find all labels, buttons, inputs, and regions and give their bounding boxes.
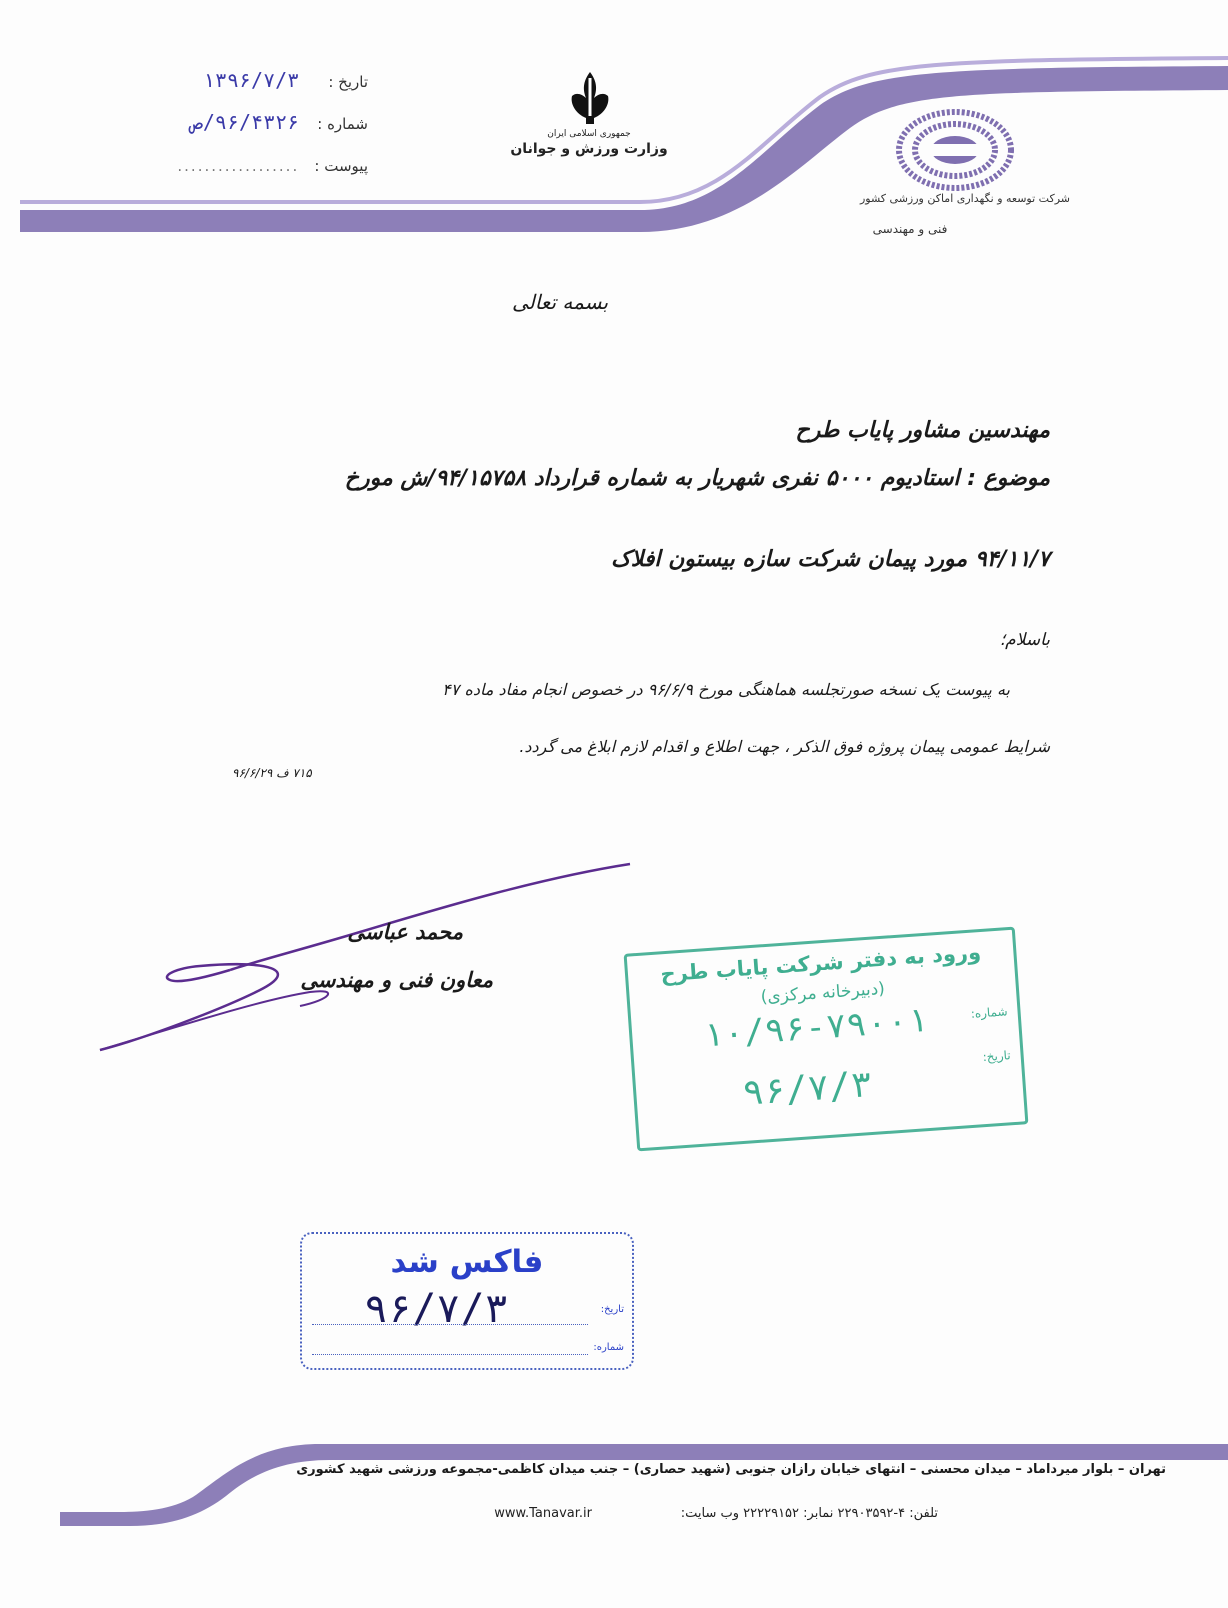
receipt-date-label: تاریخ: — [982, 1048, 1012, 1065]
receipt-date: ۹۶/۷/۳ — [741, 1063, 874, 1114]
number-value: ۹۶/۴۳۲۶/ص — [190, 110, 300, 134]
greeting: باسلام؛ — [999, 630, 1050, 650]
fax-date-label: تاریخ: — [600, 1304, 624, 1315]
fax-number-line — [312, 1354, 588, 1355]
subject-line-2: ۹۴/۱۱/۷ مورد پیمان شرکت سازه بیستون افلاک — [611, 547, 1050, 572]
attachment-field — [177, 152, 368, 176]
company-logo-icon — [895, 108, 1015, 192]
receipt-stamp-title: ورود به دفتر شرکت پایاب طرح — [659, 940, 982, 987]
footer-address: تهران – بلوار میرداماد – میدان محسنی – انتهای خیابان رازان جنوبی (شهید حصاری) – جنب میدان کاظمی-مجموعه ورزشی شهید کشوری — [296, 1462, 1166, 1477]
body-line-1: به پیوست یک نسخه صورتجلسه هماهنگی مورخ ۹۶/۶/۹ در خصوص انجام مفاد ماده ۴۷ — [442, 680, 1010, 699]
invocation: بسمه تعالی — [511, 290, 609, 314]
number-label: شماره : — [317, 115, 368, 133]
date-field — [203, 68, 368, 92]
attachment-dots: .................. — [177, 157, 300, 175]
company-department: فنی و مهندسی — [872, 222, 948, 236]
body-line-2: شرایط عمومی پیمان پروژه فوق الذکر ، جهت اطلاع و اقدام لازم ابلاغ می گردد. — [519, 737, 1050, 756]
fax-date: ۹۶/۷/۳ — [364, 1286, 509, 1332]
subject-line-1: موضوع : استادیوم ۵۰۰۰ نفری شهریار به شماره قرارداد ۹۴/۱۵۷۵۸/ش مورخ — [344, 466, 1050, 491]
ministry-name: وزارت ورزش و جوانان — [510, 141, 668, 157]
ministry-subtitle: جمهوری اسلامی ایران — [547, 129, 631, 139]
footer-contact: تلفن: ۴-۲۲۹۰۳۵۹۲ نمابر: ۲۲۲۲۹۱۵۲ وب سایت: — [680, 1506, 938, 1521]
fax-stamp — [300, 1232, 634, 1370]
receipt-stamp — [624, 927, 1029, 1152]
footer-website-link[interactable]: www.Tanavar.ir — [494, 1506, 592, 1521]
iran-emblem-icon — [560, 68, 620, 128]
receipt-number: ۱۰/۹۶-۷۹۰۰۱ — [701, 999, 930, 1056]
signer-title: معاون فنی و مهندسی — [300, 968, 493, 992]
date-label: تاریخ : — [328, 73, 368, 91]
receipt-stamp-subtitle: (دبیرخانه مرکزی) — [760, 978, 886, 1008]
fax-date-line — [312, 1324, 588, 1325]
margin-note: ۷۱۵ ف ۹۶/۶/۲۹ — [232, 766, 312, 780]
company-name: شرکت توسعه و نگهداری اماکن ورزشی کشور — [859, 192, 1070, 205]
fax-number-label: شماره: — [593, 1342, 624, 1353]
attachment-label: پیوست : — [314, 157, 368, 175]
receipt-number-label: شماره: — [970, 1004, 1008, 1021]
recipient: مهندسین مشاور پایاب طرح — [795, 418, 1050, 443]
number-field — [191, 110, 368, 134]
signer-name: محمد عباسی — [347, 920, 463, 944]
fax-stamp-title: فاکس شد — [390, 1244, 544, 1280]
signature-icon — [60, 850, 660, 1070]
date-value: ۱۳۹۶/۷/۳ — [202, 68, 300, 92]
footer-band — [0, 1430, 1228, 1550]
